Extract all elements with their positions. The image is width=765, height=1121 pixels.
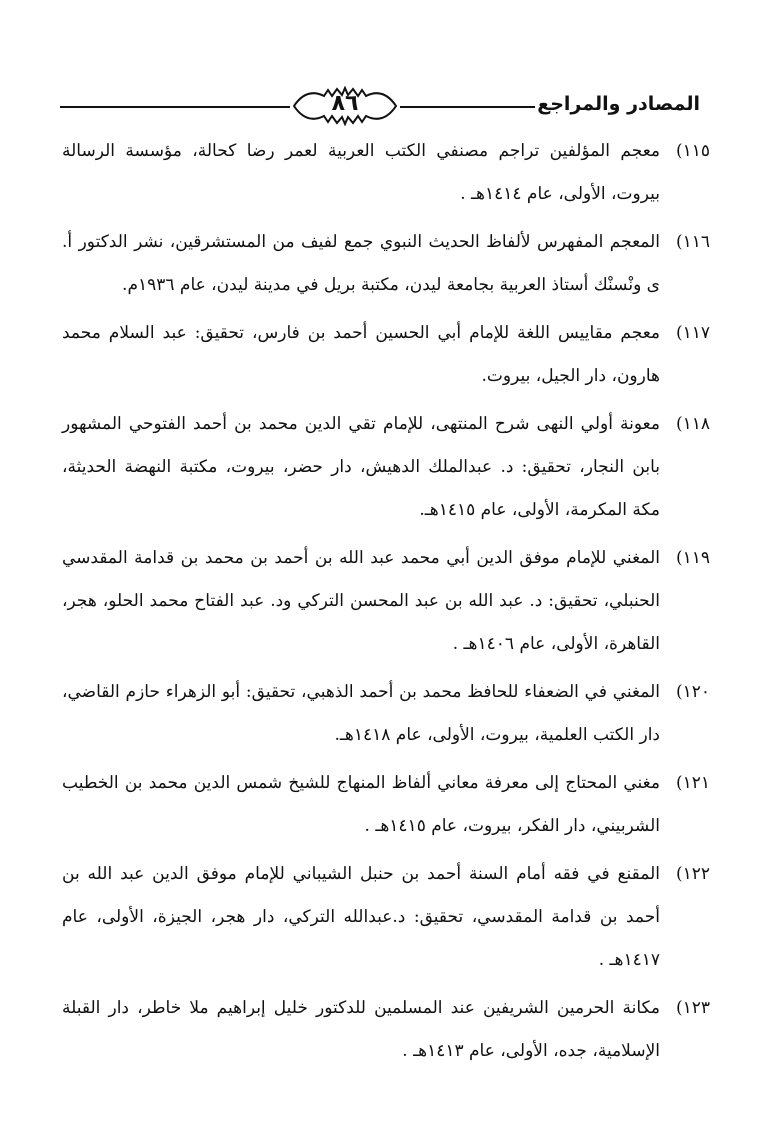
- bibliography-list: [62, 130, 710, 1078]
- page-number: ٨٦: [331, 91, 359, 116]
- bibliography-entry: [62, 987, 710, 1073]
- bibliography-entry: [62, 403, 710, 532]
- entry-text: المغني للإمام موفق الدين أبي محمد عبد الله بن أحمد بن محمد بن قدامة المقدسي الحنبلي، تحقيق: د. عبد الله بن عبد المحسن التركي ود. عبد الفتاح محمد الحلو، هجر، القاهرة، الأولى، عام ١٤٠٦هـ .: [62, 548, 660, 654]
- entry-text: المعجم المفهرس لألفاظ الحديث النبوي جمع لفيف من المستشرقين، نشر الدكتور أ. ى ونْسنْك أستاذ العربية بجامعة ليدن، مكتبة بريل في مدينة ليدن، عام ١٩٣٦م.: [62, 232, 660, 295]
- bibliography-entry: [62, 537, 710, 666]
- section-title: المصادر والمراجع: [537, 93, 700, 115]
- page-number-badge: [292, 86, 398, 126]
- entry-number: ١١٨): [675, 414, 710, 434]
- bibliography-entry: [62, 312, 710, 398]
- entry-text: مغني المحتاج إلى معرفة معاني ألفاظ المنهاج للشيخ شمس الدين محمد بن الخطيب الشربيني، دار الفكر، بيروت، عام ١٤١٥هـ .: [62, 773, 660, 836]
- entry-text: معجم مقاييس اللغة للإمام أبي الحسين أحمد بن فارس، تحقيق: عبد السلام محمد هارون، دار الجيل، بيروت.: [62, 323, 660, 386]
- entry-number: ١١٥): [675, 141, 710, 161]
- entry-number: ١١٧): [675, 323, 710, 343]
- entry-number: ١٢١): [675, 773, 710, 793]
- entry-number: ١٢٢): [675, 864, 710, 884]
- header-rule-left: [60, 106, 290, 108]
- bibliography-entry: [62, 853, 710, 982]
- entry-text: معونة أولي النهى شرح المنتهى، للإمام تقي الدين محمد بن أحمد الفتوحي المشهور بابن النجار، تحقيق: د. عبدالملك الدهيش، دار حضر، بيروت، مكتبة النهضة الحديثة، مكة المكرمة، الأولى، عام ١٤١٥هـ.: [62, 414, 660, 520]
- bibliography-entry: [62, 221, 710, 307]
- entry-text: مكانة الحرمين الشريفين عند المسلمين للدكتور خليل إبراهيم ملا خاطر، دار القبلة الإسلامية، جده، الأولى، عام ١٤١٣هـ .: [62, 998, 660, 1061]
- bibliography-entry: [62, 762, 710, 848]
- entry-text: المقنع في فقه أمام السنة أحمد بن حنبل الشيباني للإمام موفق الدين عبد الله بن أحمد بن قدامة المقدسي، تحقيق: د.عبدالله التركي، دار هجر، الجيزة، الأولى، عام ١٤١٧هـ .: [62, 864, 660, 970]
- bibliography-entry: [62, 130, 710, 216]
- entry-number: ١٢٣): [675, 998, 710, 1018]
- entry-text: معجم المؤلفين تراجم مصنفي الكتب العربية لعمر رضا كحالة، مؤسسة الرسالة بيروت، الأولى، عام ١٤١٤هـ .: [62, 141, 660, 204]
- entry-number: ١٢٠): [675, 682, 710, 702]
- header-rule-right: [400, 106, 535, 108]
- entry-number: ١١٩): [675, 548, 710, 568]
- entry-number: ١١٦): [675, 232, 710, 252]
- bibliography-entry: [62, 671, 710, 757]
- page-header: [60, 86, 700, 126]
- entry-text: المغني في الضعفاء للحافظ محمد بن أحمد الذهبي، تحقيق: أبو الزهراء حازم القاضي، دار الكتب العلمية، بيروت، الأولى، عام ١٤١٨هـ.: [62, 682, 660, 745]
